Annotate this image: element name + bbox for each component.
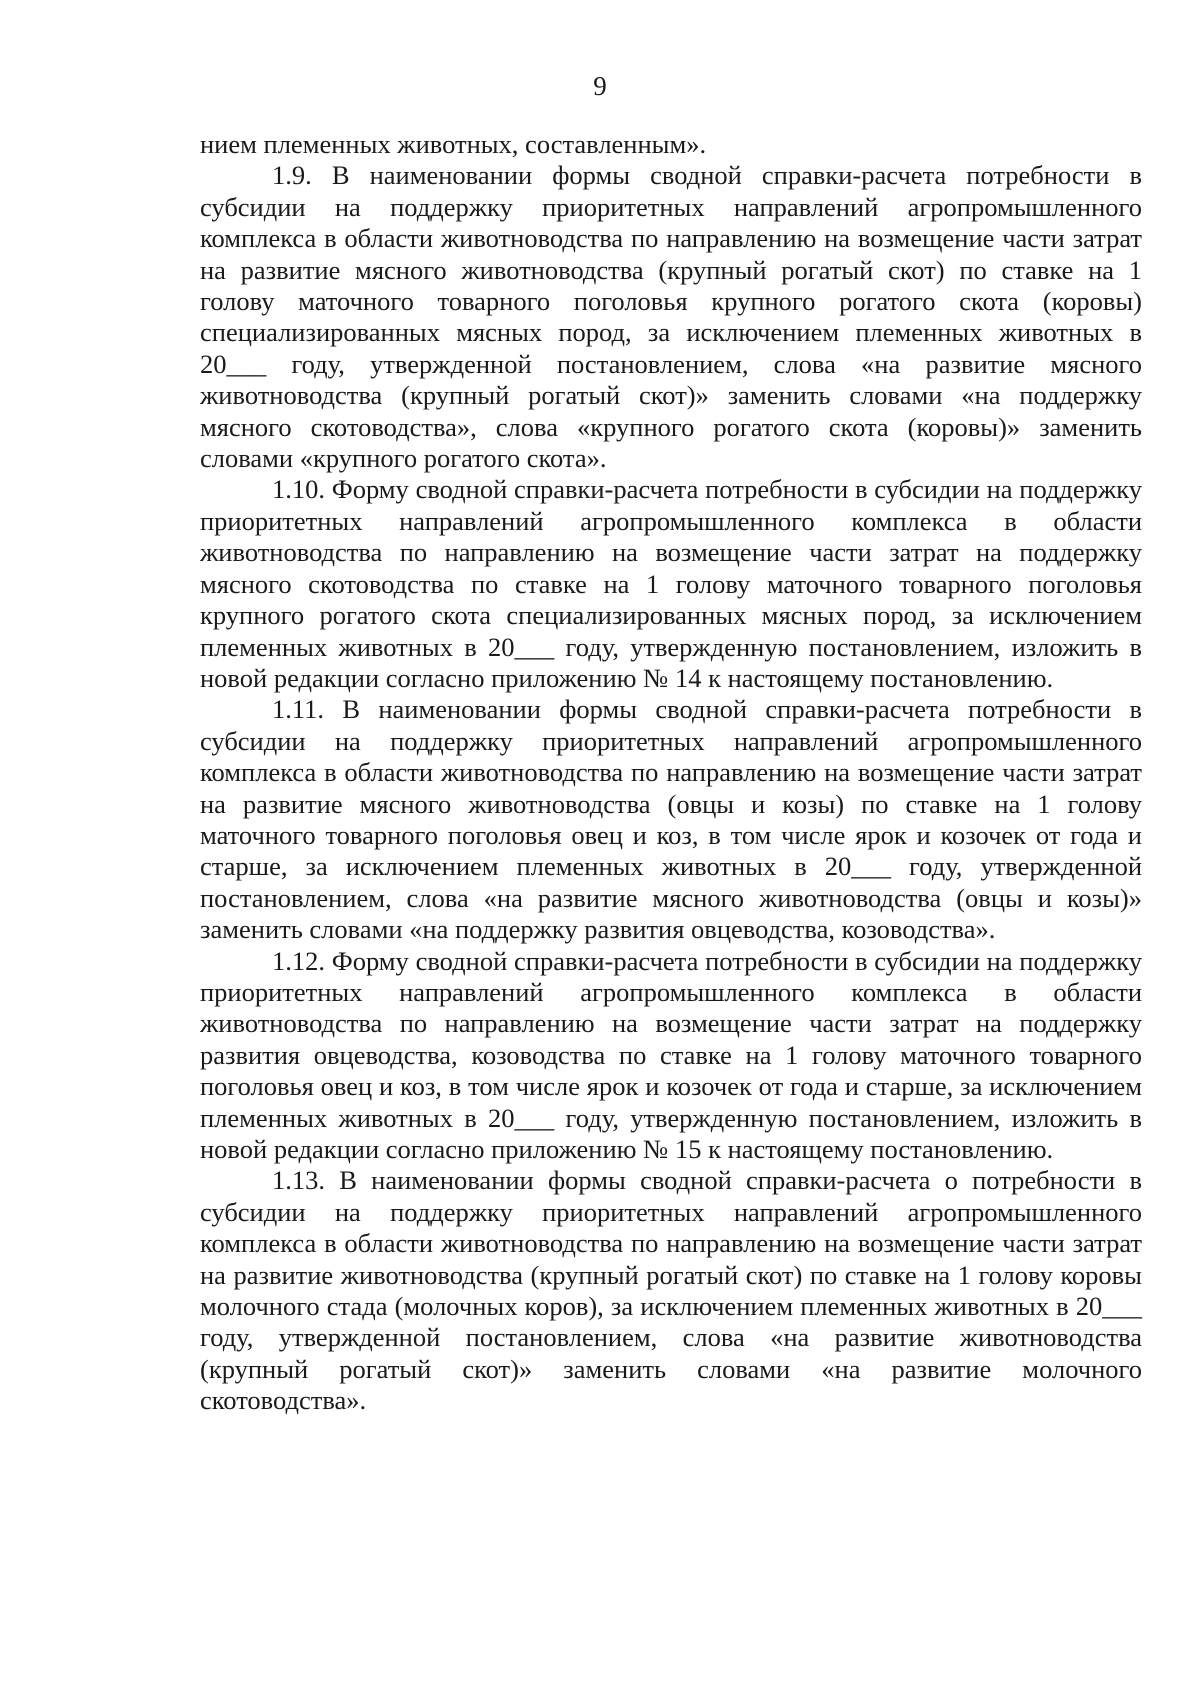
document-body [200,129,1142,1417]
page-number: 9 [593,71,607,101]
paragraph-1-12: 1.12. Форму сводной справки-расчета потребности в субсидии на поддержку приоритетных направлений агропромышленного комплекса в области животноводства по направлению на возмещение части затрат на поддержку развития овцеводства, козоводства по ставке на 1 голову маточного товарного поголовья овец и коз, в том числе ярок и козочек от года и старше, за исключением племенных животных в 20___ году, утвержденную постановлением, изложить в новой редакции согласно приложению № 15 к настоящему постановлению. [200,945,1142,1164]
paragraph-1-13: 1.13. В наименовании формы сводной справки-расчета о потребности в субсидии на поддержку приоритетных направлений агропромышленного комплекса в области животноводства по направлению на возмещение части затрат на развитие животноводства (крупный рогатый скот) по ставке на 1 голову коровы молочного стада (молочных коров), за исключением племенных животных в 20___ году, утвержденной постановлением, слова «на развитие животноводства (крупный рогатый скот)» заменить словами «на развитие молочного скотоводства». [200,1165,1142,1416]
paragraph-1-10: 1.10. Форму сводной справки-расчета потребности в субсидии на поддержку приоритетных направлений агропромышленного комплекса в области животноводства по направлению на возмещение части затрат на поддержку мясного скотоводства по ставке на 1 голову маточного товарного поголовья крупного рогатого скота специализированных мясных пород, за исключением племенных животных в 20___ году, утвержденную постановлением, изложить в новой редакции согласно приложению № 14 к настоящему постановлению. [200,474,1142,693]
paragraph-continuation: нием племенных животных, составленным». [200,129,707,159]
paragraph-1-9: 1.9. В наименовании формы сводной справки-расчета потребности в субсидии на поддержку приоритетных направлений агропромышленного комплекса в области животноводства по направлению на возмещение части затрат на развитие мясного животноводства (крупный рогатый скот) по ставке на 1 голову маточного товарного поголовья крупного рогатого скота (коровы) специализированных мясных пород, за исключением племенных животных в 20___ году, утвержденной постановлением, слова «на развитие мясного животноводства (крупный рогатый скот)» заменить словами «на поддержку мясного скотоводства», слова «крупного рогатого скота (коровы)» заменить словами «крупного рогатого скота». [200,160,1142,474]
paragraph-1-11: 1.11. В наименовании формы сводной справки-расчета потребности в субсидии на поддержку приоритетных направлений агропромышленного комплекса в области животноводства по направлению на возмещение части затрат на развитие мясного животноводства (овцы и козы) по ставке на 1 голову маточного товарного поголовья овец и коз, в том числе ярок и козочек от года и старше, за исключением племенных животных в 20___ году, утвержденной постановлением, слова «на развитие мясного животноводства (овцы и козы)» заменить словами «на поддержку развития овцеводства, козоводства». [200,694,1142,945]
